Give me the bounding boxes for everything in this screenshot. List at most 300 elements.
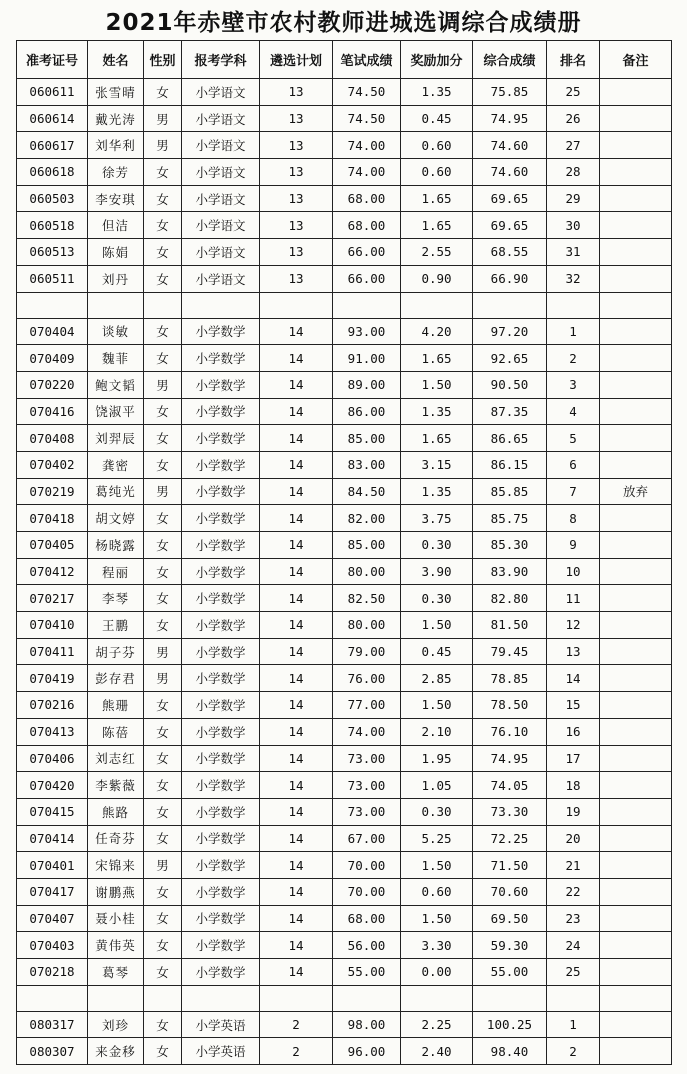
cell-subject: 小学数学: [182, 852, 260, 879]
cell-name: 戴光涛: [88, 105, 144, 132]
cell-subject: 小学数学: [182, 718, 260, 745]
cell-remark: 放弃: [600, 478, 672, 505]
cell-rank: 24: [547, 932, 600, 959]
cell-plan: 14: [260, 585, 333, 612]
cell-remark: [600, 692, 672, 719]
cell-plan: 14: [260, 798, 333, 825]
cell-total-score: 72.25: [473, 825, 547, 852]
cell-rank: 25: [547, 959, 600, 986]
cell-rank: 21: [547, 852, 600, 879]
cell-plan: 14: [260, 825, 333, 852]
cell-gender: 女: [144, 451, 182, 478]
cell-rank: 11: [547, 585, 600, 612]
cell-plan: 14: [260, 852, 333, 879]
cell-gender: 女: [144, 425, 182, 452]
cell-exam-id: 070404: [17, 318, 88, 345]
cell-remark: [600, 505, 672, 532]
cell-plan: 14: [260, 665, 333, 692]
cell-subject: 小学语文: [182, 185, 260, 212]
cell-rank: 2: [547, 1038, 600, 1065]
cell-bonus: 1.35: [401, 79, 473, 106]
cell-bonus: 5.25: [401, 825, 473, 852]
cell-gender: 男: [144, 852, 182, 879]
cell-written-score: 74.50: [333, 105, 401, 132]
cell-exam-id: 070414: [17, 825, 88, 852]
cell-total-score: 79.45: [473, 638, 547, 665]
cell-rank: 20: [547, 825, 600, 852]
cell-name: 刘华利: [88, 132, 144, 159]
table-row: [17, 345, 672, 372]
cell-name: 胡文婷: [88, 505, 144, 532]
empty-cell: [144, 292, 182, 318]
cell-gender: 女: [144, 345, 182, 372]
cell-rank: 22: [547, 878, 600, 905]
cell-name: 刘志红: [88, 745, 144, 772]
table-row: [17, 159, 672, 186]
cell-subject: 小学英语: [182, 1011, 260, 1038]
empty-cell: [473, 985, 547, 1011]
cell-total-score: 74.05: [473, 772, 547, 799]
cell-exam-id: 070419: [17, 665, 88, 692]
cell-name: 来金移: [88, 1038, 144, 1065]
cell-rank: 27: [547, 132, 600, 159]
cell-plan: 13: [260, 212, 333, 239]
cell-written-score: 56.00: [333, 932, 401, 959]
cell-rank: 25: [547, 79, 600, 106]
cell-rank: 29: [547, 185, 600, 212]
cell-remark: [600, 959, 672, 986]
cell-rank: 16: [547, 718, 600, 745]
cell-subject: 小学数学: [182, 371, 260, 398]
cell-subject: 小学数学: [182, 665, 260, 692]
cell-remark: [600, 345, 672, 372]
table-row: [17, 318, 672, 345]
cell-gender: 女: [144, 745, 182, 772]
cell-rank: 9: [547, 532, 600, 559]
cell-remark: [600, 451, 672, 478]
cell-plan: 14: [260, 318, 333, 345]
cell-subject: 小学数学: [182, 905, 260, 932]
cell-bonus: 1.65: [401, 185, 473, 212]
table-row: [17, 692, 672, 719]
cell-plan: 14: [260, 905, 333, 932]
cell-gender: 男: [144, 105, 182, 132]
cell-written-score: 96.00: [333, 1038, 401, 1065]
cell-name: 张雪晴: [88, 79, 144, 106]
cell-gender: 女: [144, 1038, 182, 1065]
table-row: [17, 745, 672, 772]
cell-name: 杨晓露: [88, 532, 144, 559]
empty-cell: [600, 292, 672, 318]
cell-name: 李安琪: [88, 185, 144, 212]
cell-bonus: 1.50: [401, 692, 473, 719]
cell-total-score: 68.55: [473, 239, 547, 266]
cell-remark: [600, 318, 672, 345]
cell-gender: 女: [144, 265, 182, 292]
cell-exam-id: 070403: [17, 932, 88, 959]
table-row: [17, 105, 672, 132]
cell-bonus: 3.15: [401, 451, 473, 478]
cell-subject: 小学英语: [182, 1038, 260, 1065]
cell-rank: 1: [547, 318, 600, 345]
cell-exam-id: 070416: [17, 398, 88, 425]
cell-written-score: 74.50: [333, 79, 401, 106]
table-row: [17, 665, 672, 692]
cell-exam-id: 070411: [17, 638, 88, 665]
col-header-plan: 遴选计划: [260, 41, 333, 79]
cell-rank: 14: [547, 665, 600, 692]
empty-cell: [547, 985, 600, 1011]
cell-plan: 14: [260, 745, 333, 772]
cell-exam-id: 070413: [17, 718, 88, 745]
cell-total-score: 85.75: [473, 505, 547, 532]
cell-bonus: 1.35: [401, 398, 473, 425]
cell-remark: [600, 558, 672, 585]
cell-subject: 小学数学: [182, 932, 260, 959]
cell-plan: 14: [260, 505, 333, 532]
cell-exam-id: 070216: [17, 692, 88, 719]
empty-cell: [333, 292, 401, 318]
cell-name: 谢鹏燕: [88, 878, 144, 905]
group-separator-row: [17, 985, 672, 1011]
cell-bonus: 1.50: [401, 612, 473, 639]
table-row: [17, 612, 672, 639]
cell-subject: 小学数学: [182, 318, 260, 345]
cell-plan: 2: [260, 1038, 333, 1065]
cell-total-score: 66.90: [473, 265, 547, 292]
empty-cell: [182, 985, 260, 1011]
cell-written-score: 82.50: [333, 585, 401, 612]
cell-rank: 23: [547, 905, 600, 932]
cell-bonus: 1.50: [401, 371, 473, 398]
cell-exam-id: 060518: [17, 212, 88, 239]
cell-rank: 10: [547, 558, 600, 585]
cell-written-score: 84.50: [333, 478, 401, 505]
cell-remark: [600, 532, 672, 559]
cell-bonus: 1.95: [401, 745, 473, 772]
cell-written-score: 68.00: [333, 905, 401, 932]
table-row: [17, 718, 672, 745]
cell-exam-id: 060617: [17, 132, 88, 159]
cell-written-score: 93.00: [333, 318, 401, 345]
cell-remark: [600, 265, 672, 292]
cell-bonus: 0.00: [401, 959, 473, 986]
empty-cell: [401, 985, 473, 1011]
cell-remark: [600, 132, 672, 159]
cell-exam-id: 070217: [17, 585, 88, 612]
table-row: [17, 79, 672, 106]
cell-gender: 女: [144, 398, 182, 425]
cell-total-score: 55.00: [473, 959, 547, 986]
cell-name: 任奇芬: [88, 825, 144, 852]
cell-bonus: 0.30: [401, 585, 473, 612]
cell-exam-id: 070409: [17, 345, 88, 372]
cell-name: 刘丹: [88, 265, 144, 292]
col-header-exam-id: 准考证号: [17, 41, 88, 79]
table-row: [17, 478, 672, 505]
cell-exam-id: 070406: [17, 745, 88, 772]
cell-total-score: 86.15: [473, 451, 547, 478]
cell-remark: [600, 239, 672, 266]
cell-plan: 14: [260, 371, 333, 398]
cell-plan: 13: [260, 185, 333, 212]
cell-bonus: 1.35: [401, 478, 473, 505]
cell-written-score: 73.00: [333, 798, 401, 825]
cell-total-score: 74.60: [473, 132, 547, 159]
cell-exam-id: 070220: [17, 371, 88, 398]
cell-written-score: 86.00: [333, 398, 401, 425]
cell-plan: 14: [260, 532, 333, 559]
cell-plan: 14: [260, 638, 333, 665]
cell-remark: [600, 1011, 672, 1038]
col-header-bonus: 奖励加分: [401, 41, 473, 79]
cell-total-score: 69.50: [473, 905, 547, 932]
cell-bonus: 2.40: [401, 1038, 473, 1065]
cell-rank: 19: [547, 798, 600, 825]
cell-rank: 5: [547, 425, 600, 452]
cell-gender: 女: [144, 772, 182, 799]
cell-subject: 小学数学: [182, 532, 260, 559]
cell-bonus: 0.60: [401, 159, 473, 186]
cell-plan: 13: [260, 105, 333, 132]
cell-rank: 1: [547, 1011, 600, 1038]
table-row: [17, 772, 672, 799]
cell-name: 程丽: [88, 558, 144, 585]
cell-total-score: 98.40: [473, 1038, 547, 1065]
empty-cell: [547, 292, 600, 318]
cell-rank: 15: [547, 692, 600, 719]
cell-name: 聂小桂: [88, 905, 144, 932]
cell-total-score: 74.95: [473, 105, 547, 132]
cell-total-score: 86.65: [473, 425, 547, 452]
cell-plan: 14: [260, 558, 333, 585]
cell-exam-id: 060513: [17, 239, 88, 266]
col-header-subject: 报考学科: [182, 41, 260, 79]
table-row: [17, 558, 672, 585]
cell-remark: [600, 185, 672, 212]
cell-gender: 女: [144, 878, 182, 905]
cell-written-score: 74.00: [333, 718, 401, 745]
cell-gender: 女: [144, 585, 182, 612]
cell-bonus: 3.75: [401, 505, 473, 532]
table-row: [17, 852, 672, 879]
cell-subject: 小学语文: [182, 265, 260, 292]
cell-rank: 28: [547, 159, 600, 186]
table-body: [17, 79, 672, 1065]
cell-exam-id: 070417: [17, 878, 88, 905]
cell-plan: 14: [260, 478, 333, 505]
cell-rank: 26: [547, 105, 600, 132]
cell-total-score: 85.30: [473, 532, 547, 559]
cell-total-score: 71.50: [473, 852, 547, 879]
cell-name: 李琴: [88, 585, 144, 612]
cell-bonus: 4.20: [401, 318, 473, 345]
cell-name: 徐芳: [88, 159, 144, 186]
cell-exam-id: 060611: [17, 79, 88, 106]
cell-bonus: 0.60: [401, 132, 473, 159]
cell-subject: 小学语文: [182, 132, 260, 159]
cell-written-score: 74.00: [333, 132, 401, 159]
cell-plan: 13: [260, 159, 333, 186]
cell-gender: 女: [144, 79, 182, 106]
cell-exam-id: 060618: [17, 159, 88, 186]
cell-name: 谈敏: [88, 318, 144, 345]
cell-plan: 14: [260, 612, 333, 639]
empty-cell: [401, 292, 473, 318]
cell-subject: 小学数学: [182, 959, 260, 986]
empty-cell: [88, 985, 144, 1011]
empty-cell: [260, 292, 333, 318]
table-row: [17, 585, 672, 612]
cell-name: 熊珊: [88, 692, 144, 719]
cell-total-score: 74.60: [473, 159, 547, 186]
cell-gender: 女: [144, 932, 182, 959]
cell-written-score: 70.00: [333, 878, 401, 905]
table-row: [17, 371, 672, 398]
cell-remark: [600, 585, 672, 612]
cell-remark: [600, 425, 672, 452]
cell-remark: [600, 798, 672, 825]
cell-exam-id: 070402: [17, 451, 88, 478]
cell-total-score: 59.30: [473, 932, 547, 959]
cell-exam-id: 070218: [17, 959, 88, 986]
cell-rank: 17: [547, 745, 600, 772]
cell-plan: 13: [260, 239, 333, 266]
table-row: [17, 878, 672, 905]
cell-remark: [600, 79, 672, 106]
cell-exam-id: 070407: [17, 905, 88, 932]
cell-total-score: 87.35: [473, 398, 547, 425]
cell-bonus: 3.90: [401, 558, 473, 585]
cell-subject: 小学语文: [182, 212, 260, 239]
cell-rank: 8: [547, 505, 600, 532]
cell-name: 宋锦来: [88, 852, 144, 879]
cell-total-score: 97.20: [473, 318, 547, 345]
cell-written-score: 82.00: [333, 505, 401, 532]
cell-remark: [600, 612, 672, 639]
cell-exam-id: 070412: [17, 558, 88, 585]
cell-plan: 14: [260, 451, 333, 478]
cell-remark: [600, 638, 672, 665]
cell-total-score: 69.65: [473, 185, 547, 212]
cell-bonus: 0.45: [401, 638, 473, 665]
cell-subject: 小学数学: [182, 398, 260, 425]
cell-written-score: 91.00: [333, 345, 401, 372]
cell-remark: [600, 905, 672, 932]
cell-plan: 13: [260, 132, 333, 159]
cell-plan: 14: [260, 959, 333, 986]
empty-cell: [473, 292, 547, 318]
cell-name: 刘珍: [88, 1011, 144, 1038]
cell-plan: 14: [260, 772, 333, 799]
cell-gender: 女: [144, 718, 182, 745]
cell-gender: 男: [144, 371, 182, 398]
cell-subject: 小学语文: [182, 79, 260, 106]
cell-total-score: 73.30: [473, 798, 547, 825]
table-row: [17, 185, 672, 212]
cell-total-score: 81.50: [473, 612, 547, 639]
cell-rank: 12: [547, 612, 600, 639]
cell-gender: 男: [144, 665, 182, 692]
cell-plan: 14: [260, 692, 333, 719]
cell-written-score: 73.00: [333, 772, 401, 799]
cell-bonus: 2.10: [401, 718, 473, 745]
cell-plan: 14: [260, 398, 333, 425]
table-row: [17, 212, 672, 239]
cell-total-score: 70.60: [473, 878, 547, 905]
cell-name: 彭存君: [88, 665, 144, 692]
cell-rank: 2: [547, 345, 600, 372]
cell-remark: [600, 878, 672, 905]
cell-exam-id: 070418: [17, 505, 88, 532]
score-table: [16, 40, 672, 1065]
table-row: [17, 451, 672, 478]
cell-name: 葛琴: [88, 959, 144, 986]
cell-subject: 小学数学: [182, 478, 260, 505]
col-header-remark: 备注: [600, 41, 672, 79]
cell-bonus: 0.30: [401, 532, 473, 559]
empty-cell: [88, 292, 144, 318]
cell-bonus: 1.65: [401, 212, 473, 239]
cell-name: 饶淑平: [88, 398, 144, 425]
cell-gender: 女: [144, 612, 182, 639]
cell-plan: 2: [260, 1011, 333, 1038]
table-row: [17, 265, 672, 292]
cell-remark: [600, 932, 672, 959]
cell-rank: 6: [547, 451, 600, 478]
cell-subject: 小学数学: [182, 638, 260, 665]
cell-written-score: 66.00: [333, 239, 401, 266]
table-row: [17, 1038, 672, 1065]
cell-remark: [600, 1038, 672, 1065]
cell-subject: 小学数学: [182, 798, 260, 825]
cell-remark: [600, 718, 672, 745]
cell-gender: 女: [144, 959, 182, 986]
cell-name: 龚密: [88, 451, 144, 478]
empty-cell: [333, 985, 401, 1011]
table-row: [17, 638, 672, 665]
cell-bonus: 2.85: [401, 665, 473, 692]
cell-total-score: 100.25: [473, 1011, 547, 1038]
cell-remark: [600, 371, 672, 398]
cell-name: 魏菲: [88, 345, 144, 372]
cell-total-score: 75.85: [473, 79, 547, 106]
cell-subject: 小学数学: [182, 585, 260, 612]
cell-remark: [600, 665, 672, 692]
cell-exam-id: 070405: [17, 532, 88, 559]
empty-cell: [600, 985, 672, 1011]
table-row: [17, 959, 672, 986]
cell-remark: [600, 852, 672, 879]
cell-remark: [600, 212, 672, 239]
cell-remark: [600, 105, 672, 132]
cell-bonus: 1.05: [401, 772, 473, 799]
cell-remark: [600, 745, 672, 772]
cell-gender: 女: [144, 185, 182, 212]
cell-written-score: 66.00: [333, 265, 401, 292]
empty-cell: [17, 985, 88, 1011]
cell-subject: 小学数学: [182, 425, 260, 452]
cell-written-score: 98.00: [333, 1011, 401, 1038]
table-row: [17, 532, 672, 559]
cell-rank: 4: [547, 398, 600, 425]
document-title: 2021年赤壁市农村教师进城选调综合成绩册: [105, 10, 582, 36]
cell-exam-id: 070420: [17, 772, 88, 799]
cell-total-score: 78.50: [473, 692, 547, 719]
cell-name: 刘羿辰: [88, 425, 144, 452]
empty-cell: [260, 985, 333, 1011]
cell-bonus: 2.25: [401, 1011, 473, 1038]
